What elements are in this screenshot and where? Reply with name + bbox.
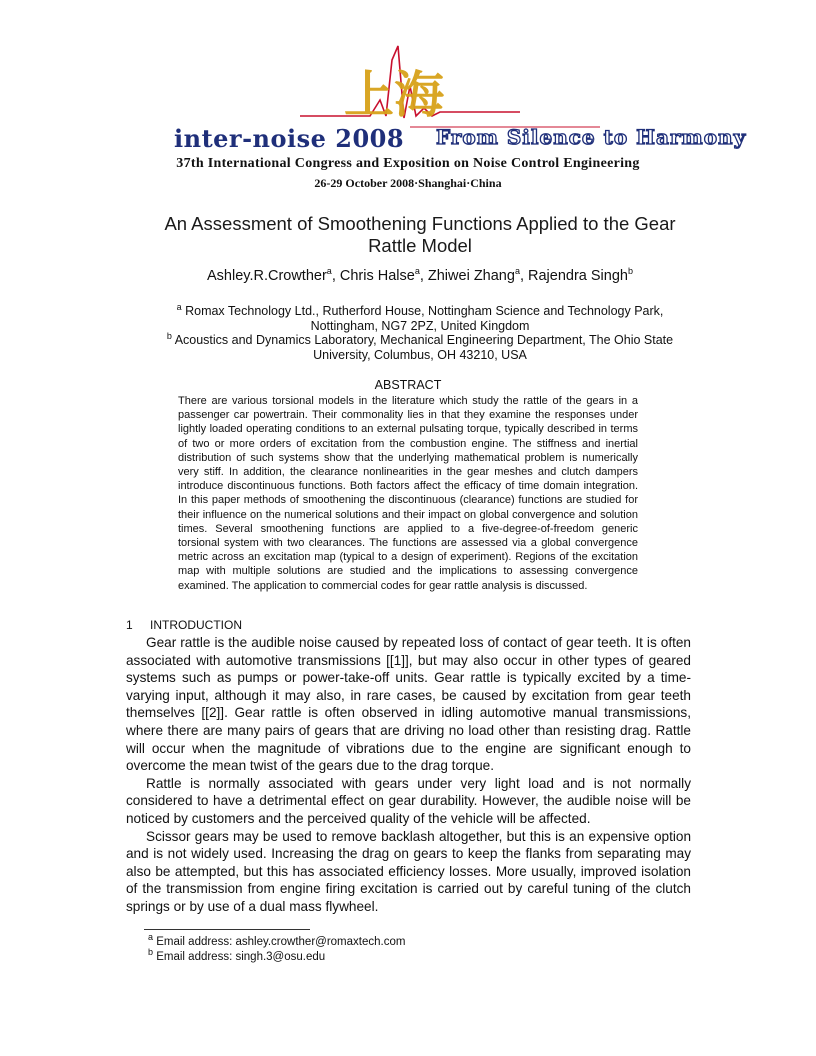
footnote-text: Email address: singh.3@osu.edu [156, 951, 326, 963]
affil-mark: b [166, 330, 172, 341]
author-name: Ashley.R.Crowther [207, 268, 327, 284]
affil-text: Acoustics and Dynamics Laboratory, Mechanical Engineering Department, The Ohio State University, Columbus, OH 43210, USA [174, 333, 674, 362]
paragraph: Gear rattle is the audible noise caused by repeated loss of contact of gear teeth. It is often associated with automotive transmissions [[1]], but may also occur in other types of geared systems such as pumps or power-take-off units. Gear rattle is typically excited by a time-varying input, although it may also, in rare cases, be caused by excitation from gear teeth themselves [[2]]. Gear rattle is often observed in idling automotive manual transmissions, where there are many pairs of gears that are driving no load other than resisting drag. Rattle will occur when the magnitude of vibrations due to the engine are significant enough to overcome the mean twist of the gears due to the drag torque. [126, 635, 691, 774]
author-affil-mark: a [326, 266, 332, 277]
author-affil-mark: b [627, 266, 633, 277]
section-title: INTRODUCTION [150, 618, 242, 632]
paragraph: Rattle is normally associated with gears under very light load and is not normally considered to have a detrimental effect on gear durability. However, the audible noise will be noticed by customers and the perceived quality of the vehicle will be affected. [126, 775, 691, 826]
brand-wordmark: inter-noise 2008 [174, 124, 405, 153]
footnote-divider [144, 929, 310, 930]
affil-mark: a [176, 301, 182, 312]
conference-motto: From Silence to Harmony [436, 125, 747, 149]
author-affil-mark: a [414, 266, 420, 277]
footnote-mark: b [148, 947, 154, 958]
body-text [126, 634, 691, 916]
congress-dates: 26-29 October 2008·Shanghai·China [314, 176, 502, 190]
footnote-a [148, 932, 406, 948]
author-affil-mark: a [514, 266, 520, 277]
footnote-b [148, 947, 326, 963]
affil-text: Romax Technology Ltd., Rutherford House, Nottingham Science and Technology Park, Nottingham, NG7 2PZ, United Kingdom [185, 304, 664, 333]
paragraph: Scissor gears may be used to remove backlash altogether, but this is an expensive option and is not widely used. Increasing the drag on gears to keep the flanks from separating may also be attempted, but this has associated efficiency losses. More usually, improved isolation of the transmission from engine firing excitation is carried out by careful tuning of the clutch springs or by use of a dual mass flywheel. [126, 828, 691, 914]
section-heading [126, 618, 242, 632]
shanghai-logo-text: 上海 [344, 66, 444, 124]
author-name: Zhiwei Zhang [427, 268, 515, 284]
footnote-mark: a [148, 932, 154, 943]
congress-title: 37th International Congress and Exposition on Noise Control Engineering [176, 156, 640, 171]
affiliation-b [160, 330, 680, 363]
footnote-text: Email address: ashley.crowther@romaxtech.com [156, 936, 406, 948]
author-list: Ashley.R.Crowther$^a$, Chris Halse$^a$, Zhiwei Zhang$^a$, Rajendra Singh$^b$ [207, 266, 633, 284]
affiliation-a [160, 301, 680, 334]
paper-title: An Assessment of Smoothening Functions Applied to the Gear Rattle Model [164, 213, 676, 256]
section-number: 1 [126, 618, 133, 632]
author-name: Chris Halse [339, 268, 415, 284]
author-name: Rajendra Singh [528, 268, 628, 284]
abstract-heading: ABSTRACT [374, 378, 442, 392]
abstract-text: There are various torsional models in the literature which study the rattle of the gears in a passenger car powertrain. Their commonality lies in that they examine the responses under lightly loaded operating conditions to an external pulsating torque, typically described in terms of two or more orders of excitation from the combustion engine. The stiffness and inertial distribution of such systems show that the underlying mathematical problem is numerically very stiff. In addition, the clearance nonlinearities in the gear meshes and clutch dampers introduce discontinuous functions. Both factors affect the efficacy of time domain integration. In this paper methods of smoothening the discontinuous (clearance) functions are studied for their influence on the numerical solutions and their impact on global convergence and solution times. Several smoothening functions are applied to a five-degree-of-freedom generic torsional system with two clearances. The functions are assessed via a global convergence metric across an excitation map (typical to a design of experiment). Regions of the excitation map with multiple solutions are studied and the implications to assessing convergence examined. The application to commercial codes for gear rattle analysis is discussed. [178, 395, 638, 592]
